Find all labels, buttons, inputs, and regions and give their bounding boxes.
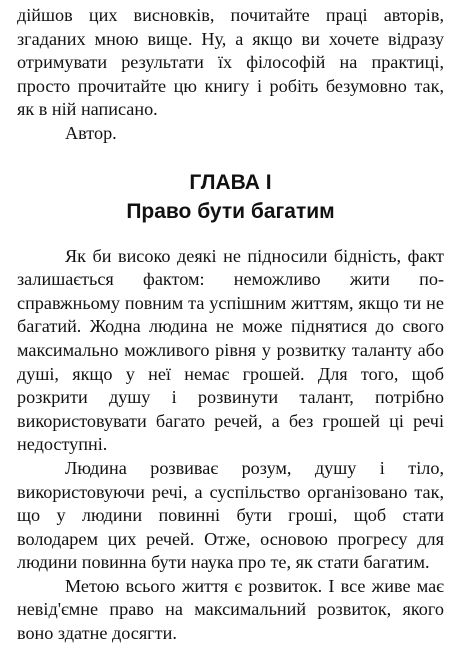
body-paragraph-2: Людина розвиває розум, душу і тіло, використовуючи речі, а суспільство організовано так, що у людини повинні бути гроші, щоб стати володарем цих речей. Отже, основою прогресу для людини повинна бути наука про те, як стати багатим. — [17, 457, 444, 573]
document-page — [17, 4, 444, 646]
body-paragraph-1: Як би високо деякі не підносили бідність, факт залишається фактом: неможливо жити по-справжньому повним та успішним життям, якщо ти не багатий. Жодна людина не може піднятися до свого максимально можливого рівня у розвитку таланту або душі, якщо у неї немає грошей. Для того, щоб розкрити душу і розвинути талант, потрібно використовувати багато речей, а без грошей ці речі недоступні. — [17, 245, 444, 455]
body-paragraph-3: Метою всього життя є розвиток. І все живе має невід'ємне право на максимальний розвиток, якого воно здатне досягти. — [17, 575, 444, 644]
chapter-number: ГЛАВА І — [189, 170, 272, 194]
author-signature: Автор. — [65, 122, 117, 143]
chapter-title: Право бути багатим — [126, 199, 335, 223]
intro-paragraph: дійшов цих висновків, почитайте праці авторів, згаданих мною вище. Ну, а якщо ви хочете відразу отримувати результати їх філософій на практиці, просто прочитайте цю книгу і робіть безумовно так, як в ній написано. — [17, 5, 444, 120]
